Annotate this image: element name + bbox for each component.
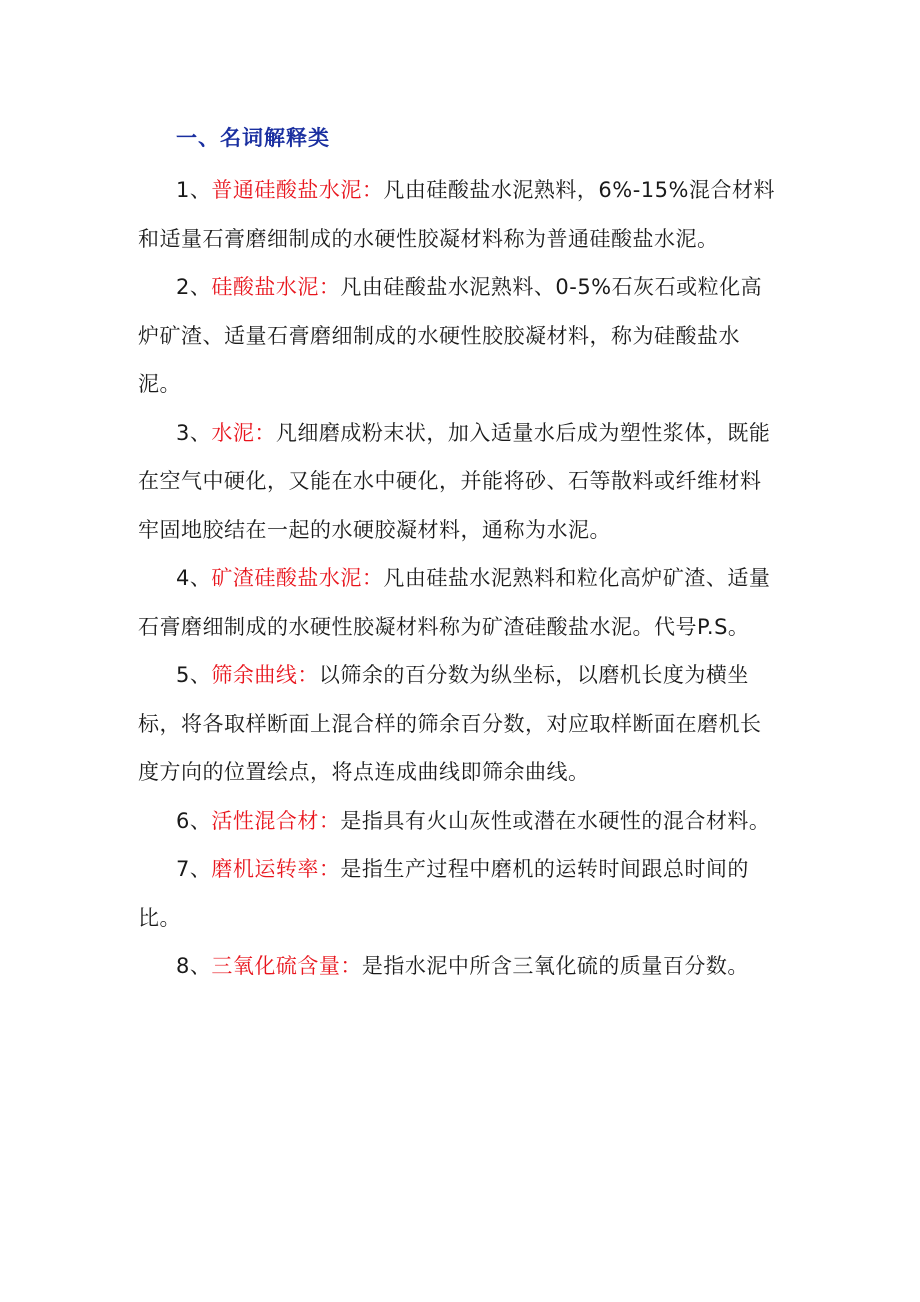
term-name: 水泥： [211, 420, 276, 445]
term-name: 活性混合材： [211, 808, 341, 833]
term-name: 磨机运转率： [211, 857, 341, 881]
term-definition: 凡由硅盐水泥熟料和粒化高炉矿渣、适量石膏磨细制成的水硬性胶凝材料称为矿渣硅酸盐水泥。代号P.S。 [138, 566, 771, 639]
term-entry-2 [138, 263, 778, 409]
term-name: 三氧化硫含量： [211, 954, 362, 978]
term-number: 2、 [176, 275, 212, 299]
term-number: 7、 [176, 857, 212, 881]
term-list [138, 166, 778, 991]
term-name: 矿渣硅酸盐水泥： [211, 566, 384, 590]
term-name: 筛余曲线： [211, 663, 319, 687]
term-definition: 凡由硅酸盐水泥熟料、0-5%石灰石或粒化高炉矿渣、适量石膏磨细制成的水硬性胶胶凝材料，称为硅酸盐水泥。 [138, 275, 763, 396]
term-number: 6、 [176, 808, 212, 833]
term-entry-6 [138, 797, 778, 846]
term-entry-3 [138, 409, 778, 555]
term-entry-5 [138, 651, 778, 797]
term-definition: 凡细磨成粉末状，加入适量水后成为塑性浆体，既能在空气中硬化，又能在水中硬化，并能将砂、石等散料或纤维材料牢固地胶结在一起的水硬胶凝材料，通称为水泥。 [138, 420, 771, 542]
section-heading: 一、名词解释类 [176, 126, 330, 150]
term-number: 8、 [176, 954, 212, 978]
term-definition: 以筛余的百分数为纵坐标，以磨机长度为横坐标，将各取样断面上混合样的筛余百分数，对应取样断面在磨机长度方向的位置绘点，将点连成曲线即筛余曲线。 [138, 663, 762, 784]
term-entry-1 [138, 166, 778, 263]
term-definition: 是指生产过程中磨机的运转时间跟总时间的比。 [138, 857, 749, 930]
term-entry-7 [138, 845, 778, 942]
term-number: 3、 [176, 420, 212, 445]
term-definition: 凡由硅酸盐水泥熟料，6%-15%混合材料和适量石膏磨细制成的水硬性胶凝材料称为普通硅酸盐水泥。 [138, 178, 775, 251]
term-number: 5、 [176, 663, 212, 687]
term-definition: 是指具有火山灰性或潜在水硬性的混合材料。 [340, 808, 771, 833]
term-name: 硅酸盐水泥： [211, 275, 341, 299]
term-number: 4、 [176, 566, 212, 590]
term-definition: 是指水泥中所含三氧化硫的质量百分数。 [361, 954, 749, 978]
term-name: 普通硅酸盐水泥： [211, 178, 384, 202]
term-number: 1、 [176, 178, 212, 202]
term-entry-4 [138, 554, 778, 651]
term-entry-8 [138, 942, 778, 991]
